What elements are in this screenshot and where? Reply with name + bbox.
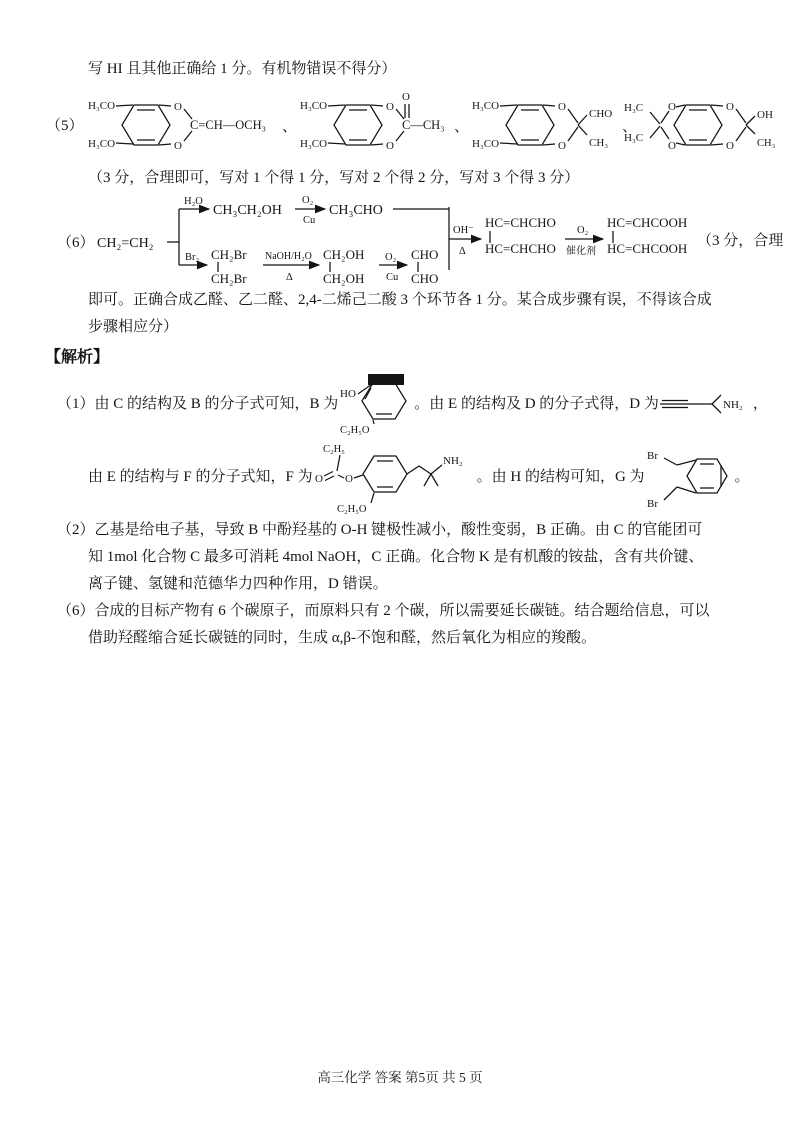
reagent-o2-bottom: O₂ <box>385 252 397 263</box>
p1-text-f: 。 <box>734 468 750 485</box>
p1-text-c: ， <box>752 395 768 412</box>
diol-top: CH₂OH <box>323 247 365 262</box>
reagent-o2-top: O₂ <box>302 195 314 206</box>
intro-line: 写 HI 且其他正确给 1 分。有机物错误不得分） <box>88 61 397 77</box>
s1-methoxy-bottom: H₃CO <box>88 138 116 150</box>
s3-oxygen-top: O <box>558 101 566 113</box>
analysis-p2-line3: 离子键、氢键和范德华力四种作用，D 错误。 <box>88 576 388 592</box>
structure4-skeleton <box>650 105 755 145</box>
p1-text-e: 。由 H 的结构可知，G 为 <box>476 468 645 485</box>
s2-methoxy-bottom: H₃CO <box>300 138 328 150</box>
redaction-bar <box>368 374 404 385</box>
reagent-hydroxide: OH⁻ <box>453 225 474 236</box>
structure2-skeleton <box>328 104 409 145</box>
s3-methoxy-top: H₃CO <box>472 100 500 112</box>
structure-F <box>315 438 475 516</box>
dibromide-top: CH₂Br <box>211 247 247 262</box>
s2-carbonyl-oxygen: O <box>402 91 410 103</box>
question5-structures <box>38 83 784 165</box>
analysis-p1-line1 <box>57 371 767 437</box>
structure-F-skeleton <box>324 455 442 503</box>
analysis-p2-line1: （2）乙基是给电子基，导致 B 中酚羟基的 O-H 键极性减小，酸性变弱，B 正确。由 C 的官能团可 <box>57 522 703 538</box>
F-ethyl: C₂H₅ <box>322 444 345 455</box>
q6-start: CH₂=CH₂ <box>97 236 154 251</box>
q6-cont-line2: 步骤相应分） <box>88 319 179 335</box>
s2-oxygen-top: O <box>386 101 394 113</box>
catalyst-cu-top: Cu <box>303 215 316 226</box>
enacid-top: HC=CHCOOH <box>607 215 688 230</box>
p1-text-b: 。由 E 的结构及 D 的分子式得，D 为 <box>414 395 659 412</box>
s1-methoxy-top: H₃CO <box>88 100 116 112</box>
glyoxal-top: CHO <box>411 247 439 262</box>
q6-label: （6） <box>57 235 95 251</box>
F-amine: NH₂ <box>442 455 463 467</box>
analysis-p2-line2: 知 1mol 化合物 C 最多可消耗 4mol NaOH，C 正确。化合物 K 是有机酸的铵盐，含有共价键、 <box>88 549 704 565</box>
analysis-header: 【解析】 <box>45 349 110 366</box>
analysis-p6-line2: 借助羟醛缩合延长碳链的同时，生成 α,β-不饱和醛，然后氧化为相应的羧酸。 <box>88 630 596 646</box>
B-hydroxyl: HO <box>340 388 357 400</box>
G-bromo-top: Br <box>646 450 658 462</box>
p1-text-a: （1）由 C 的结构及 B 的分子式可知，B 为 <box>57 395 339 412</box>
s4-oxygen-tr: O <box>726 101 734 113</box>
s4-methyl-right: CH₃ <box>757 138 776 149</box>
s3-cho-group: CHO <box>589 108 613 120</box>
enal-top: HC=CHCHO <box>485 215 556 230</box>
enacid-bottom: HC=CHCOOH <box>607 241 688 256</box>
delta-2: Δ <box>459 246 466 257</box>
separator2: 、 <box>454 119 470 135</box>
glyoxal-bottom: CHO <box>411 271 439 286</box>
page-content <box>45 56 784 652</box>
s1-oxygen-bottom: O <box>174 140 182 152</box>
catalyst-label: 催化剂 <box>566 246 596 257</box>
s3-oxygen-bottom: O <box>558 140 566 152</box>
q6-cont-line1: 即可。正确合成乙醛、乙二醛、2,4-二烯己二酸 3 个环节各 1 分。某合成步骤有误，不得该合成 <box>88 292 712 308</box>
s3-methoxy-bottom: H₃CO <box>472 138 500 150</box>
s4-methyl-bottom: H₃C <box>624 132 644 144</box>
reagent-o2-final: O₂ <box>577 225 589 236</box>
enal-bottom: HC=CHCHO <box>485 241 556 256</box>
analysis-p6-line1: （6）合成的目标产物有 6 个碳原子，而原料只有 2 个碳，所以需要延长碳链。结合题给信息，可以 <box>57 603 710 619</box>
structure-G-skeleton <box>664 458 727 500</box>
analysis-p1-line2 <box>57 437 767 517</box>
F-ester-oxygen: O <box>344 473 353 485</box>
s4-oxygen-tl: O <box>668 101 676 113</box>
s1-sidechain: C=CH—OCH₃ <box>190 118 267 132</box>
s2-oxygen-bottom: O <box>386 140 394 152</box>
D-amine: NH₂ <box>722 399 743 411</box>
acetaldehyde: CH₃CHO <box>329 203 383 218</box>
q5-score-note: （3 分，合理即可，写对 1 个得 1 分，写对 2 个得 2 分，写对 3 个得 3 分） <box>88 170 580 186</box>
q6-score-start: （3 分，合理 <box>697 233 784 249</box>
page-footer: 高三化学 答案 第5页 共 5 页 <box>317 1070 483 1085</box>
delta-1: Δ <box>286 272 293 283</box>
dibromide-bottom: CH₂Br <box>211 271 247 286</box>
s1-oxygen-top: O <box>174 101 182 113</box>
separator1: 、 <box>282 119 298 135</box>
structure-D <box>660 386 752 422</box>
reagent-h2o: H₂O <box>184 196 203 207</box>
structure3-skeleton <box>500 105 587 145</box>
s2-methoxy-top: H₃CO <box>300 100 328 112</box>
ethanol: CH₃CH₂OH <box>213 203 282 218</box>
F-carbonyl-oxygen: O <box>314 473 323 485</box>
question6-scheme <box>57 195 799 287</box>
s4-oxygen-bl: O <box>668 140 676 152</box>
reagent-br2: Br₂ <box>185 252 200 263</box>
structure-G <box>647 445 733 509</box>
q5-label: （5） <box>46 118 84 134</box>
B-ethoxy: C₂H₅O <box>340 425 370 436</box>
reagent-naoh: NaOH/H₂O <box>265 251 312 262</box>
structure-B <box>340 371 412 437</box>
s4-hydroxyl: OH <box>757 109 773 121</box>
structure-B-skeleton <box>358 383 406 424</box>
diol-bottom: CH₂OH <box>323 271 365 286</box>
separator3: 、 <box>622 119 638 135</box>
s4-methyl-top: H₃C <box>624 102 644 114</box>
F-ethoxy: C₂H₅O <box>336 504 367 515</box>
G-bromo-bottom: Br <box>646 498 658 510</box>
catalyst-cu-bottom: Cu <box>386 272 399 283</box>
p1-text-d: 由 E 的结构与 F 的分子式知，F 为 <box>88 468 313 485</box>
s3-methyl-group: CH₃ <box>589 137 609 149</box>
structure-D-skeleton <box>660 395 721 413</box>
s4-oxygen-br: O <box>726 140 734 152</box>
s2-sidechain: C—CH₃ <box>402 118 445 132</box>
